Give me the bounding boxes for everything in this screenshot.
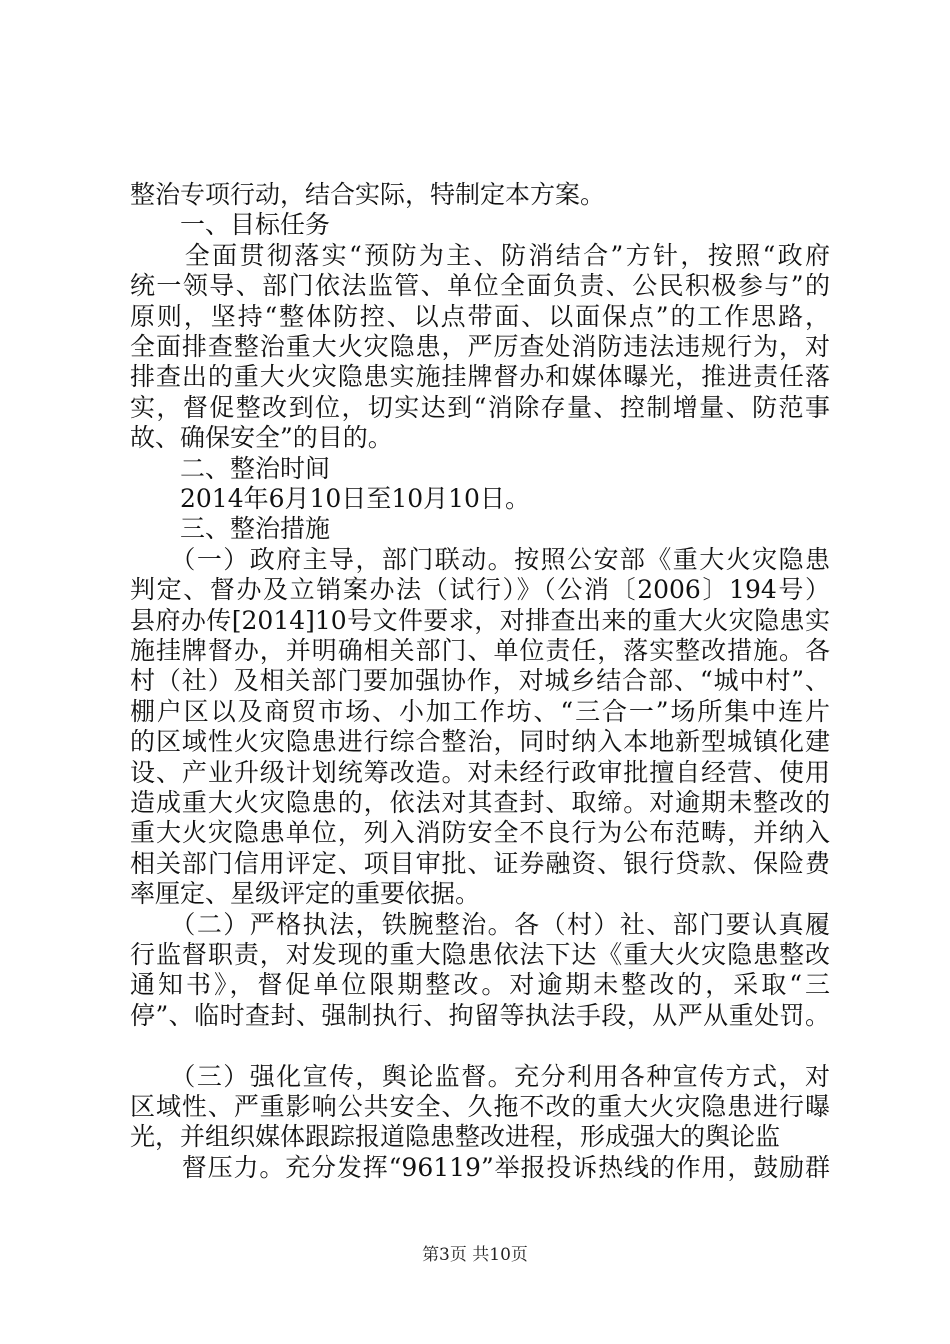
text-line: 停”、临时查封、强制执行、拘留等执法手段，从严从重处罚。 [130,1001,830,1030]
text-line: 三、整治措施 [130,514,331,543]
text-line: 相关部门信用评定、项目审批、证券融资、银行贷款、保险费 [130,849,830,878]
text-line: 故、确保安全”的目的。 [130,423,393,452]
text-line: 棚户区以及商贸市场、小加工作坊、“三合一”场所集中连片 [130,697,830,726]
text-line: 区域性、严重影响公共安全、久拖不改的重大火灾隐患进行曝 [130,1092,830,1121]
text-line: 重大火灾隐患单位，列入消防安全不良行为公布范畴，并纳入 [130,818,830,847]
text-line: 行监督职责，对发现的重大隐患依法下达《重大火灾隐患整改 [130,940,830,969]
text-line: 造成重大火灾隐患的，依法对其查封、取缔。对逾期未整改的 [130,788,830,817]
text-line: 整治专项行动，结合实际，特制定本方案。 [130,180,606,209]
text-line: 率厘定、星级评定的重要依据。 [130,879,481,908]
text-line: 二、整治时间 [130,454,331,483]
text-line: 2014年6月10日至10月10日。 [130,484,530,513]
text-line: 统一领导、部门依法监管、单位全面负责、公民积极参与”的 [130,271,830,300]
text-line: 原则，坚持“整体防控、以点带面、以面保点”的工作思路， [130,302,830,331]
text-line: （三）强化宣传，舆论监督。充分利用各种宣传方式，对 [130,1062,830,1091]
text-line: 一、目标任务 [130,210,331,239]
text-line: 施挂牌督办，并明确相关部门、单位责任，落实整改措施。各 [130,636,830,665]
page-footer: 第3页 共10页 [422,1245,528,1265]
text-line: 全面排查整治重大火灾隐患，严厉查处消防违法违规行为，对 [130,332,830,361]
text-line: 的区域性火灾隐患进行综合整治，同时纳入本地新型城镇化建 [130,727,830,756]
text-line: 村（社）及相关部门要加强协作，对城乡结合部、“城中村”、 [130,666,830,695]
text-line: 设、产业升级计划统筹改造。对未经行政审批擅自经营、使用 [130,758,830,787]
text-line: （二）严格执法，铁腕整治。各（村）社、部门要认真履 [130,910,830,939]
text-line: 判定、督办及立销案办法（试行）》（公消〔2006〕194号） [130,575,830,604]
text-line: 通知书》，督促单位限期整改。对逾期未整改的，采取“三 [130,970,830,999]
text-line: （一）政府主导，部门联动。按照公安部《重大火灾隐患 [130,545,830,574]
text-line: 全面贯彻落实“预防为主、防消结合”方针，按照“政府 [130,241,830,270]
text-line: 光，并组织媒体跟踪报道隐患整改进程，形成强大的舆论监 [130,1122,781,1151]
text-line: 督压力。充分发挥“96119”举报投诉热线的作用，鼓励群 [130,1153,830,1182]
text-line: 县府办传[2014]10号文件要求，对排查出来的重大火灾隐患实 [130,606,830,635]
text-line: 排查出的重大火灾隐患实施挂牌督办和媒体曝光，推进责任落 [130,362,830,391]
text-line: 实，督促整改到位，切实达到“消除存量、控制增量、防范事 [130,393,830,422]
